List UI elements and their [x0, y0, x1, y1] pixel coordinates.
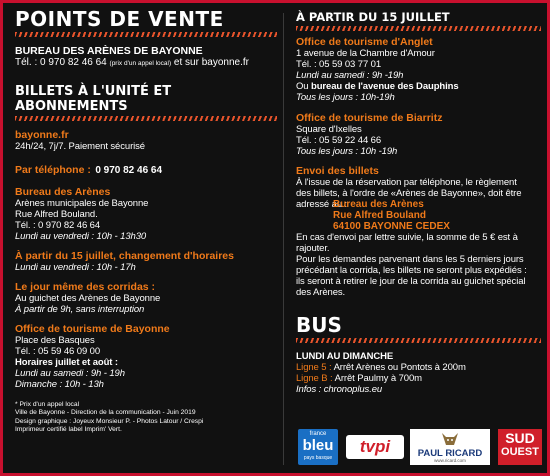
- ot-anglet-hours: Lundi au samedi : 9h -19h: [296, 70, 404, 81]
- bus-line-text: Arrêt Arènes ou Pontots à 200m: [333, 362, 466, 373]
- ot-bayonne-hours: Lundi au samedi : 9h - 19h: [15, 367, 125, 379]
- ot-bayonne-title: Office de tourisme de Bayonne: [15, 322, 170, 335]
- ot-anglet-title: Office de tourisme d'Anglet: [296, 36, 433, 48]
- bureau-tel-prefix: Tél. :: [15, 57, 38, 68]
- envoi-para: ils seront à retirer le jour de la corrida au guichet spécial: [296, 276, 526, 287]
- envoi-address-line: Bureau des Arènes: [333, 199, 424, 210]
- bus-info[interactable]: Infos : chronoplus.eu: [296, 384, 383, 395]
- footer-line: Design graphique : Joyeux Monsieur P. - Photos Latour / Crespi: [15, 417, 204, 425]
- bull-icon: [440, 431, 460, 447]
- footer-line: Ville de Bayonne - Direction de la communication - Juin 2019: [15, 409, 196, 417]
- july-change-title: À partir du 15 juillet, changement d'horaires: [15, 249, 234, 262]
- web-line: 24h/24, 7j/7. Paiement sécurisé: [15, 140, 145, 152]
- france-bleu-main: bleu: [302, 437, 334, 454]
- web-block: [15, 129, 277, 152]
- paul-ricard-sub: www.ricard.com: [434, 458, 466, 463]
- envoi-para: En cas d'envoi par lettre suivie, la somme de 5 € est à: [296, 232, 518, 243]
- bureau-tel-note: (prix d'un appel local): [109, 60, 172, 67]
- sud-ouest-logo: [498, 429, 542, 465]
- ot-bayonne-line: Place des Basques: [15, 334, 95, 346]
- right-title-underline: [296, 26, 541, 31]
- france-bleu-logo: [298, 429, 338, 465]
- web-title[interactable]: bayonne.fr: [15, 128, 69, 141]
- corrida-day-block: [15, 281, 277, 315]
- section-title-billets: BILLETS À L'UNITÉ ET ABONNEMENTS: [15, 83, 172, 114]
- sud-ouest-line1: SUD: [505, 430, 535, 446]
- bus-line: [296, 362, 541, 373]
- brochure-panel: [3, 3, 547, 473]
- envoi-para: Pour les demandes parvenant dans les 5 derniers jours: [296, 254, 524, 265]
- bureau-name: BUREAU DES ARÈNES DE BAYONNE: [15, 45, 203, 57]
- bureau-arenes-title: Bureau des Arènes: [15, 185, 111, 198]
- phone-number: 0 970 82 46 64: [95, 164, 163, 176]
- ot-bayonne-hours: Dimanche : 10h - 13h: [15, 378, 104, 390]
- title-underline: [15, 32, 277, 37]
- ot-anglet-line: Tél. : 05 59 03 77 01: [296, 59, 382, 70]
- bureau-tel-suffix: et sur bayonne.fr: [173, 57, 249, 68]
- bus-block: [296, 351, 541, 395]
- ot-bayonne-subtitle: Horaires juillet et août :: [15, 356, 118, 368]
- bus-line-name: Ligne 5 :: [296, 362, 332, 373]
- envoi-para: rajouter.: [296, 243, 330, 254]
- bureau-arenes-block: [15, 186, 277, 242]
- bureau-tel: 0 970 82 46 64: [40, 57, 107, 68]
- bureau-arenes-hours: Lundi au vendredi : 10h - 13h30: [15, 230, 147, 242]
- corrida-day-hours: À partir de 9h, sans interruption: [15, 303, 145, 315]
- bus-underline: [296, 338, 541, 343]
- envoi-para: des Arènes.: [296, 287, 346, 298]
- bureau-arenes-line: Tél. : 0 970 82 46 64: [15, 219, 101, 231]
- ot-anglet-block: [296, 36, 541, 103]
- ot-anglet-hours2: Tous les jours : 10h-19h: [296, 92, 395, 103]
- bus-title: BUS: [296, 313, 342, 337]
- corrida-day-title: Le jour même des corridas :: [15, 280, 156, 293]
- bus-line-name: Ligne B :: [296, 373, 333, 384]
- tvpi-logo: [346, 435, 404, 459]
- bureau-arenes-line: Rue Alfred Bouland.: [15, 208, 98, 220]
- envoi-para: précédant la corrida, les billets ne seront plus expédiés :: [296, 265, 527, 276]
- bus-line-text: Arrêt Paulmy à 700m: [334, 373, 422, 384]
- envoi-address-line: 64100 BAYONNE CEDEX: [333, 221, 450, 232]
- footer-line: * Prix d'un appel local: [15, 401, 80, 408]
- july-change-block: [15, 250, 277, 273]
- ot-anglet-alt: [296, 81, 541, 92]
- footer-credits: [15, 401, 277, 434]
- ot-biarritz-line: Square d'Ixelles: [296, 124, 362, 135]
- phone-block: [15, 160, 277, 178]
- france-bleu-top: france: [309, 431, 327, 437]
- envoi-title: Envoi des billets: [296, 165, 379, 177]
- envoi-address-line: Rue Alfred Bouland: [333, 210, 426, 221]
- ot-anglet-or: Ou: [296, 81, 309, 92]
- ot-bayonne-block: [15, 323, 277, 390]
- envoi-block: [296, 165, 541, 298]
- bus-subtitle: LUNDI AU DIMANCHE: [296, 351, 394, 362]
- phone-label: Par téléphone :: [15, 163, 91, 176]
- ot-biarritz-block: [296, 112, 541, 157]
- page-title: POINTS DE VENTE: [15, 7, 224, 31]
- sud-ouest-line2: OUEST: [501, 446, 539, 458]
- left-column: [15, 3, 277, 433]
- sponsor-logos: [298, 429, 544, 467]
- ot-anglet-dauphins: bureau de l'avenue des Dauphins: [311, 81, 459, 92]
- bureau-arenes-line: Arènes municipales de Bayonne: [15, 197, 149, 209]
- footer-line: Imprimeur certifié label Imprim' Vert.: [15, 425, 122, 433]
- corrida-day-line: Au guichet des Arènes de Bayonne: [15, 292, 161, 304]
- bureau-header: [15, 45, 277, 70]
- envoi-para: adressé au :: [296, 199, 348, 210]
- ot-biarritz-title: Office de tourisme de Biarritz: [296, 112, 443, 124]
- ot-anglet-line: 1 avenue de la Chambre d'Amour: [296, 48, 435, 59]
- column-divider: [283, 13, 284, 465]
- envoi-para: des billets, à l'ordre de «Arènes de Bayonne», doit être: [296, 188, 522, 199]
- ot-biarritz-line: Tél. : 05 59 22 44 66: [296, 135, 382, 146]
- right-column: [296, 3, 541, 395]
- bus-line: [296, 373, 541, 384]
- paul-ricard-logo: [410, 429, 490, 465]
- right-title: À PARTIR DU 15 JUILLET: [296, 10, 450, 24]
- july-change-hours: Lundi au vendredi : 10h - 17h: [15, 261, 136, 273]
- tvpi-text: tvpi: [359, 437, 391, 456]
- envoi-para: À l'issue de la réservation par téléphone, le règlement: [296, 177, 517, 188]
- section-underline: [15, 116, 277, 121]
- bureau-phone-line: [15, 57, 277, 70]
- france-bleu-sub: pays basque: [303, 455, 333, 461]
- ot-bayonne-line: Tél. : 05 59 46 09 00: [15, 345, 101, 357]
- ot-biarritz-hours: Tous les jours : 10h -19h: [296, 146, 398, 157]
- paul-ricard-name: PAUL RICARD: [417, 448, 483, 459]
